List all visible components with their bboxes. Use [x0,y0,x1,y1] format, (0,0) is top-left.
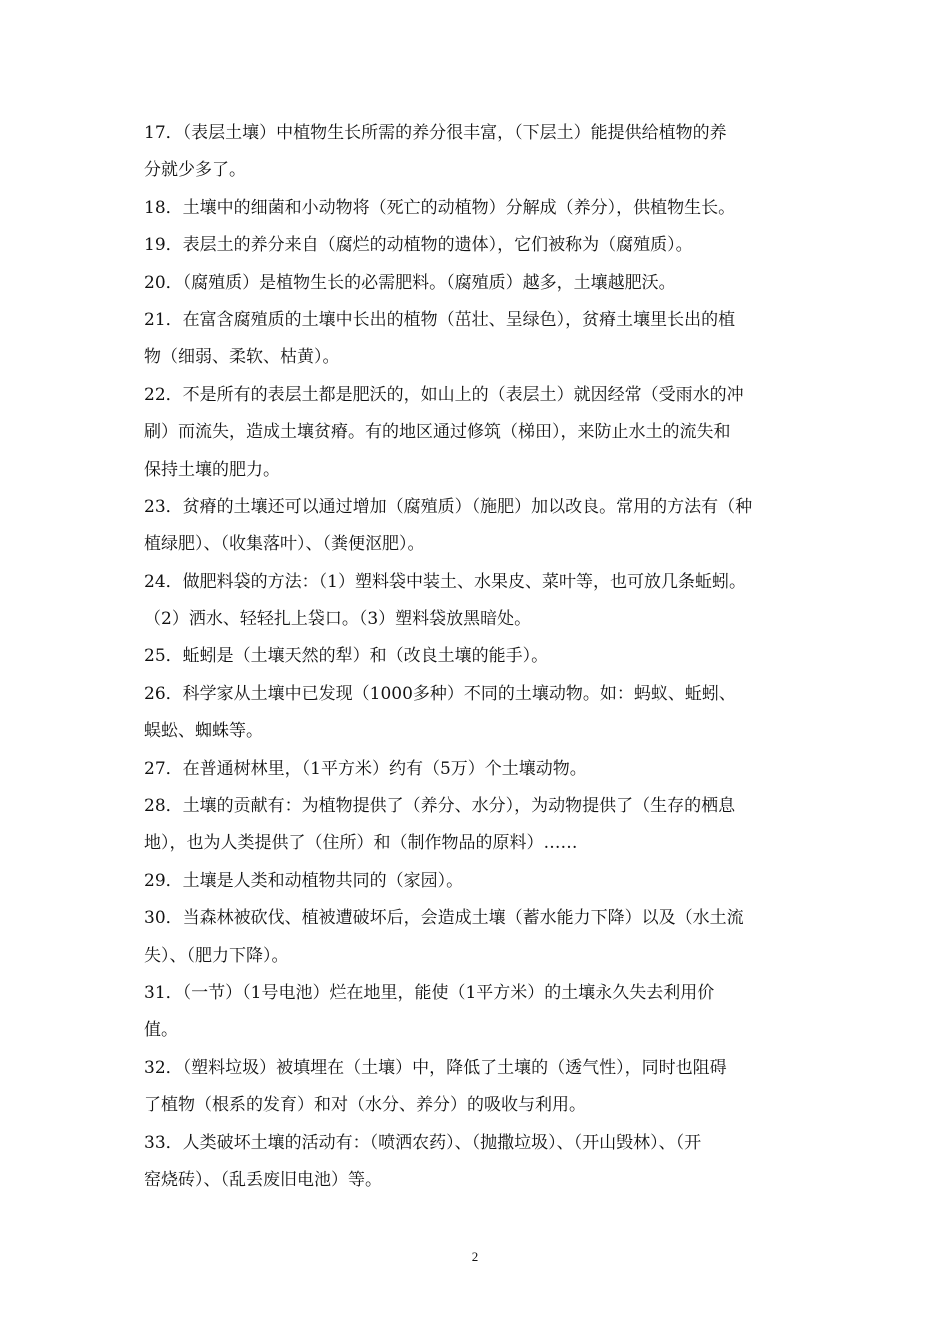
text-line: 27．在普通树林里，（1平方米）约有（5万）个土壤动物。 [144,758,587,779]
text-line: 植绿肥）、（收集落叶）、（粪便沤肥）。 [144,534,425,555]
text-line: 20．（腐殖质）是植物生长的必需肥料。（腐殖质）越多，土壤越肥沃。 [144,272,676,293]
text-line: 22．不是所有的表层土都是肥沃的，如山上的（表层土）就因经常（受雨水的冲 [144,384,744,405]
text-line: 30．当森林被砍伐、植被遭破坏后，会造成土壤（蓄水能力下降）以及（水土流 [144,908,744,929]
text-line: 31．（一节）（1号电池）烂在地里，能使（1平方米）的土壤永久失去利用价 [144,982,715,1003]
text-line: 窑烧砖）、（乱丢废旧电池）等。 [144,1169,382,1190]
text-line: 失）、（肥力下降）。 [144,945,289,966]
text-line: 23．贫瘠的土壤还可以通过增加（腐殖质）（施肥）加以改良。常用的方法有（种 [144,496,753,517]
text-line: 17．（表层土壤）中植物生长所需的养分很丰富，（下层土）能提供给植物的养 [144,123,727,143]
text-line: 29．土壤是人类和动植物共同的（家园）。 [144,870,464,891]
text-line: 18．土壤中的细菌和小动物将（死亡的动植物）分解成（养分），供植物生长。 [144,197,736,218]
text-line: 26．科学家从土壤中已发现（1000多种）不同的土壤动物。如：蚂蚁、蚯蚓、 [144,683,736,704]
text-line: 了植物（根系的发育）和对（水分、养分）的吸收与利用。 [144,1095,586,1116]
text-line: 19．表层土的养分来自（腐烂的动植物的遗体），它们被称为（腐殖质）。 [144,235,693,256]
text-line: 物（细弱、柔软、枯黄）。 [144,347,340,368]
text-line: 保持土壤的肥力。 [144,459,280,480]
text-line: 值。 [144,1020,178,1041]
text-line: 21．在富含腐殖质的土壤中长出的植物（茁壮、呈绿色），贫瘠土壤里长出的植 [144,309,736,330]
document-body [144,115,808,1199]
text-line: （2）洒水、轻轻扎上袋口。（3）塑料袋放黑暗处。 [144,609,532,630]
text-line: 刷）而流失，造成土壤贫瘠。有的地区通过修筑（梯田），来防止水土的流失和 [144,422,731,443]
text-line: 28．土壤的贡献有：为植物提供了（养分、水分），为动物提供了（生存的栖息 [144,796,736,817]
text-line: 32．（塑料垃圾）被填埋在（土壤）中，降低了土壤的（透气性），同时也阻碍 [144,1057,727,1078]
text-line: 25．蚯蚓是（土壤天然的犁）和（改良土壤的能手）。 [144,646,549,667]
text-line: 33．人类破坏土壤的活动有：（喷洒农药）、（抛撒垃圾）、（开山毁林）、（开 [144,1132,702,1153]
page-number: 2 [471,1249,479,1264]
text-line: 24．做肥料袋的方法：（1）塑料袋中装土、水果皮、菜叶等，也可放几条蚯蚓。 [144,571,746,592]
text-line: 蜈蚣、蜘蛛等。 [144,721,263,742]
text-line: 地），也为人类提供了（住所）和（制作物品的原料）…… [144,833,578,854]
text-line: 分就少多了。 [144,160,246,181]
